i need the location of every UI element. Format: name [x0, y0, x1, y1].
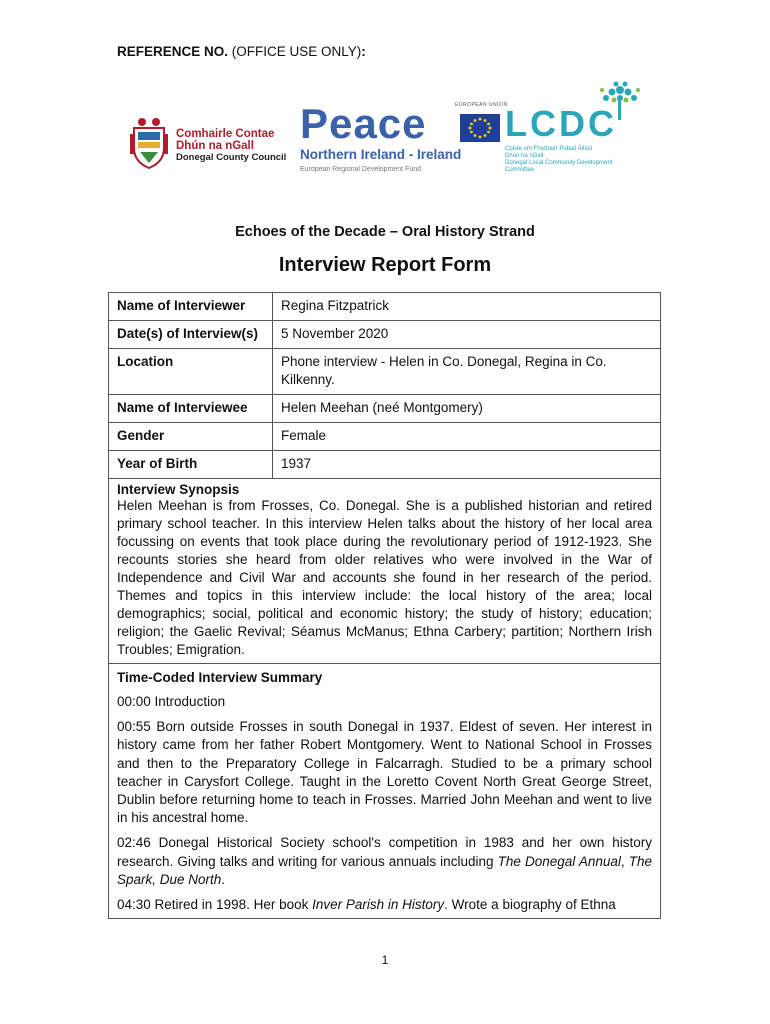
- lcdc-wordmark: LCDC: [505, 103, 617, 144]
- row-value: Phone interview - Helen in Co. Donegal, Regina in Co. Kilkenny.: [273, 349, 661, 395]
- eu-label: EUROPEAN UNION: [455, 102, 508, 108]
- summary-text: .: [221, 871, 226, 887]
- row-label: Gender: [109, 423, 273, 451]
- row-value: Helen Meehan (neé Montgomery): [273, 395, 661, 423]
- lcdc-tree-icon: [590, 80, 650, 120]
- publication-title: The Spark, Due North: [117, 853, 652, 887]
- interview-report-table: [108, 292, 661, 919]
- summary-row: [109, 664, 661, 919]
- row-value: Regina Fitzpatrick: [273, 293, 661, 321]
- lcdc-line-3: Donegal Local Community Development: [505, 160, 613, 166]
- strand-title: Echoes of the Decade – Oral History Strand: [235, 224, 535, 240]
- summary-text: ,: [620, 853, 629, 869]
- row-value: Female: [273, 423, 661, 451]
- reference-label: REFERENCE NO.: [117, 44, 229, 59]
- synopsis-row: [109, 479, 661, 664]
- logo-banner: [110, 80, 670, 180]
- council-name-irish: Comhairle Contae: [176, 128, 275, 140]
- summary-text: 02:46 Donegal Historical Society school's competition in 1983 and her own history research. Giving talks and writing for various annuals including: [117, 835, 652, 869]
- table-row: [109, 423, 661, 451]
- council-county-irish: Dhún na nGall: [176, 140, 254, 152]
- peace-wordmark: Peace: [300, 100, 427, 147]
- summary-entry: 00:55 Born outside Frosses in south Donegal in 1937. Eldest of seven. Her interest in history came from her father Robert Montgomery. Went to National School in Frosses and then to the Preparatory College in Falcarragh. Studied to be a primary school teacher in Carysfort College. Taught in the Loretto Covent North Great George Street, Dublin before returning home to teach in Frosses. Married John Meehan and went to live in his ancestral home.: [117, 719, 652, 826]
- book-title: Inver Parish in History: [312, 897, 445, 913]
- row-value: 1937: [273, 451, 661, 479]
- reference-note: (OFFICE USE ONLY): [231, 44, 362, 59]
- lcdc-line-1: Coiste um Fhorbairt Pobail Áitiúil: [505, 146, 593, 152]
- summary-heading: Time-Coded Interview Summary: [117, 670, 323, 685]
- synopsis-cell: [109, 479, 661, 664]
- row-label: Name of Interviewer: [109, 293, 273, 321]
- summary-text: . Wrote a biography of Ethna: [444, 897, 616, 913]
- lcdc-line-2: Dhún na nGall: [505, 153, 544, 159]
- lcdc-line-4: Committee: [505, 167, 535, 173]
- reference-colon: :: [361, 44, 366, 59]
- peace-subtitle: Northern Ireland - Ireland: [300, 147, 462, 162]
- table-row: [109, 321, 661, 349]
- synopsis-text: Helen Meehan is from Frosses, Co. Donegal. She is a published historian and retired primary school teacher. In this interview Helen talks about the history of her local area focussing on events that took place during the revolutionary period of 1912-1923. She recounts stories she heard from older relatives who were involved in the War of Independence and Civil War and accounts she found in her research of the period. Themes and topics in this interview include: the local history of the area; local demographics; social, political and economic history; the study of history; education; religion; the Gaelic Revival; Séamus McManus; Ethna Carbery; partition; Northern Irish Troubles; Emigration.: [117, 498, 652, 657]
- table-row: [109, 395, 661, 423]
- page-number: 1: [381, 953, 389, 967]
- row-label: Location: [109, 349, 273, 395]
- peace-fund-label: European Regional Development Fund: [300, 166, 422, 173]
- form-title: Interview Report Form: [278, 254, 492, 276]
- council-name-english: Donegal County Council: [176, 152, 287, 163]
- summary-entry: [117, 834, 652, 889]
- eu-flag-icon: [460, 110, 500, 146]
- synopsis-heading: Interview Synopsis: [117, 482, 240, 497]
- summary-entry: 00:00 Introduction: [117, 694, 226, 709]
- publication-title: The Donegal Annual: [497, 853, 621, 869]
- row-label: Year of Birth: [109, 451, 273, 479]
- row-label: Date(s) of Interview(s): [109, 321, 273, 349]
- summary-cell: [109, 664, 661, 919]
- council-crest-icon: [128, 116, 170, 170]
- table-row: [109, 349, 661, 395]
- council-logo: [128, 116, 288, 176]
- table-row: [109, 451, 661, 479]
- table-row: [109, 293, 661, 321]
- row-value: 5 November 2020: [273, 321, 661, 349]
- row-label: Name of Interviewee: [109, 395, 273, 423]
- summary-entry: [117, 896, 652, 914]
- reference-number: [117, 44, 366, 59]
- summary-text: 04:30 Retired in 1998. Her book: [117, 897, 313, 913]
